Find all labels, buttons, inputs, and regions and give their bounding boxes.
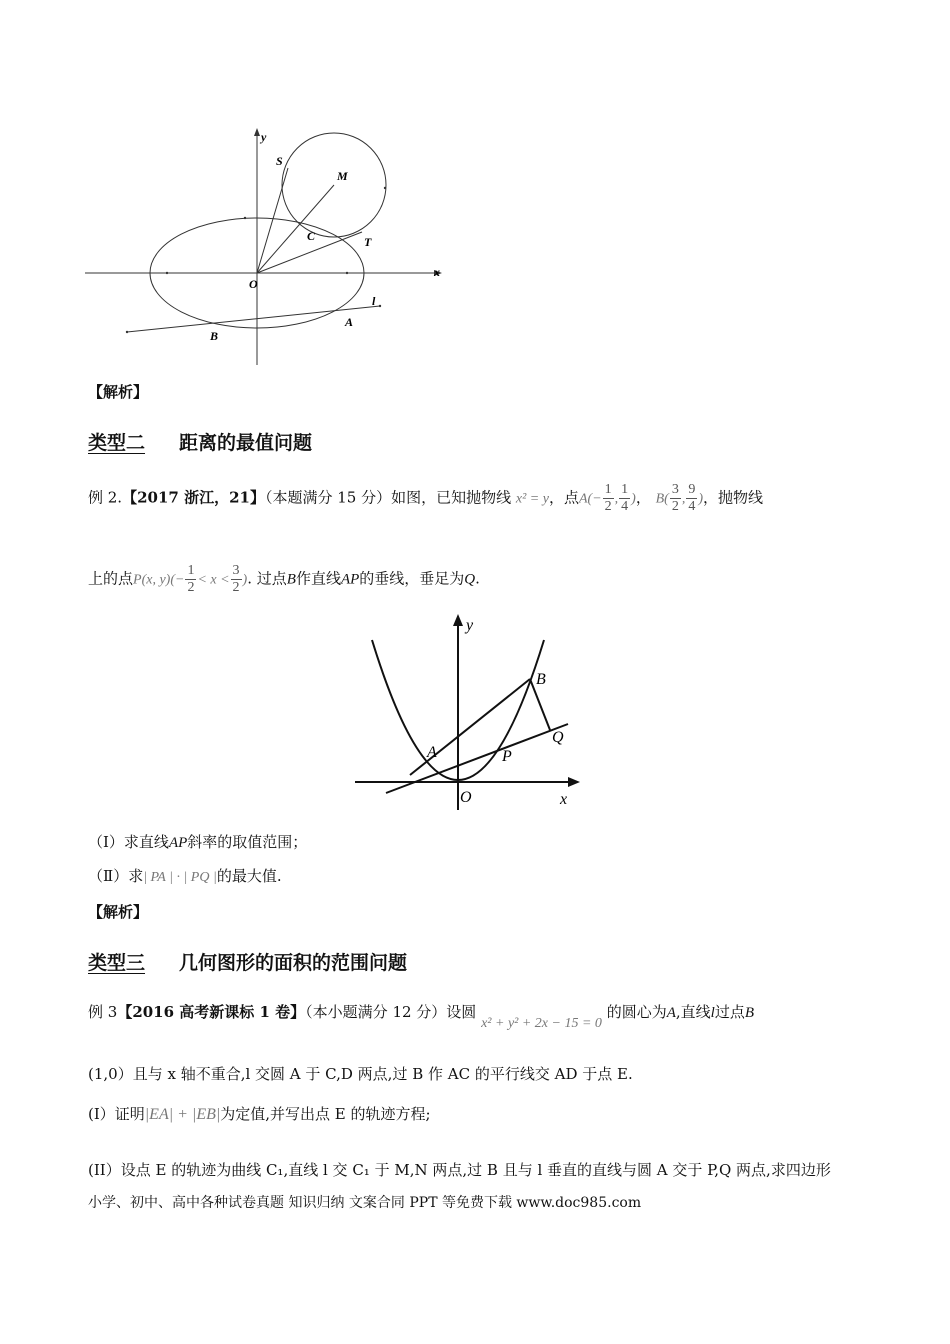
section-heading-2 xyxy=(88,428,312,455)
example2-prefix: 例 2. xyxy=(88,488,123,507)
frac-Bx: $\frac{3}{2}$ xyxy=(671,482,679,514)
fig1-label-A: A xyxy=(345,315,354,329)
example3-question2: (II）设点 E 的轨迹为曲线 C₁,直线 l 交 C₁ 于 M,N 两点,过 B 且与 l 垂直的直线与圆 A 交于 P,Q 两点,求四边形 xyxy=(88,1161,831,1179)
example3-line2: (1,0）且与 x 轴不重合,l 交圆 A 于 C,D 两点,过 B 作 AC 的平行线交 AD 于点 E. xyxy=(88,1065,633,1083)
example2-line2-B: B xyxy=(286,571,296,588)
example2-line2 xyxy=(88,563,480,596)
example2-line2-AP: AP xyxy=(340,571,360,588)
fig2-label-x: x xyxy=(560,791,568,808)
example2-line2-b: . 过点 xyxy=(247,569,287,588)
fig1-label-T: T xyxy=(364,235,372,249)
frac-range1: $\frac{1}{2}$ xyxy=(187,563,195,595)
section-type-3: 类型三 xyxy=(88,952,146,974)
example2-line2-a: 上的点 xyxy=(88,569,134,588)
section-heading-3 xyxy=(88,948,407,975)
example2-line1: 例 2.【2017 浙江，21】（本题满分 15 分）如图，已知抛物线 x² = y，点A(− $\frac{1}{2}$ , $\frac{1}{4}$ )， B( $\frac{3}{2}$ , $\frac{9}{4}$ )，抛物线 xyxy=(88,482,764,514)
example2-text-a: 如图，已知抛物线 xyxy=(391,488,512,507)
fig2-label-Q: Q xyxy=(552,729,564,746)
example2-points: （本题满分 15 分） xyxy=(264,488,392,507)
fig2-label-P: P xyxy=(502,748,512,765)
analysis-label-1: 【解析】 xyxy=(88,383,149,401)
example3-line1: 例 3【2016 高考新课标 1 卷】（本小题满分 12 分）设圆 x² + y² + 2x − 15 = 0 的圆心为A,直线l过点B xyxy=(88,1003,755,1031)
frac-Ay: $\frac{1}{4}$ xyxy=(621,482,629,514)
fig2-y-arrow xyxy=(453,614,463,626)
fig2-label-O: O xyxy=(460,789,472,806)
example2-line2-Q: Q xyxy=(464,571,476,588)
fig1-label-l: l xyxy=(372,294,376,308)
frac-range2: $\frac{3}{2}$ xyxy=(232,563,240,595)
section-title-3: 几何图形的面积的范围问题 xyxy=(179,952,408,974)
example2-line2-e: . xyxy=(475,569,480,588)
example2-line2-d: 的垂线，垂足为 xyxy=(359,569,465,588)
example3-question1: (I）证明|EA| + |EB|为定值,并写出点 E 的轨迹方程; xyxy=(88,1105,431,1123)
fig1-label-S: S xyxy=(276,154,283,168)
section-type-2: 类型二 xyxy=(88,432,146,454)
question2-part2: （Ⅱ）求| PA | · | PQ |的最大值. xyxy=(88,867,282,885)
fig1-label-B: B xyxy=(210,329,219,343)
example2-parabola-eq: x² = y xyxy=(515,491,549,507)
fig2-label-y: y xyxy=(466,617,474,634)
fig1-line-OS xyxy=(257,168,288,273)
range-right: ) xyxy=(242,572,248,588)
frac-Ax: $\frac{1}{2}$ xyxy=(604,482,612,514)
example2-text-c: ， xyxy=(635,488,651,507)
fig1-label-C: C xyxy=(307,229,316,243)
example2-text-d: ，抛物线 xyxy=(703,488,764,507)
section-title-2: 距离的最值问题 xyxy=(179,432,313,454)
fig1-label-y: y xyxy=(261,130,267,144)
figure-parabola xyxy=(350,610,590,815)
footer-text: 小学、初中、高中各种试卷真题 知识归纳 文案合同 PPT 等免费下载 www.doc985.com xyxy=(88,1195,642,1211)
fig1-label-O: O xyxy=(249,277,258,291)
fig2-x-arrow xyxy=(568,777,580,787)
figure-ellipse-circle xyxy=(80,120,460,370)
example2-point-P: P(x, y) xyxy=(133,572,171,588)
fig1-label-M: M xyxy=(337,169,348,183)
fig2-label-A: A xyxy=(427,744,437,761)
range-mid: < x < xyxy=(197,572,230,588)
range-left: (− xyxy=(170,572,185,588)
example2-source: 【2017 浙江，21】 xyxy=(122,488,265,507)
example2-point-B: B xyxy=(655,491,665,507)
fig1-label-x: x xyxy=(434,265,440,279)
analysis-label-2: 【解析】 xyxy=(88,903,149,921)
example2-line2-c: 作直线 xyxy=(295,569,341,588)
fig2-label-B: B xyxy=(536,671,546,688)
example2-text-b: ，点 xyxy=(548,488,579,507)
frac-By: $\frac{9}{4}$ xyxy=(688,482,696,514)
question2-part1: （Ⅰ）求直线AP斜率的取值范围； xyxy=(88,833,308,851)
fig1-y-arrow xyxy=(254,128,260,136)
example2-point-A: A xyxy=(578,491,588,507)
